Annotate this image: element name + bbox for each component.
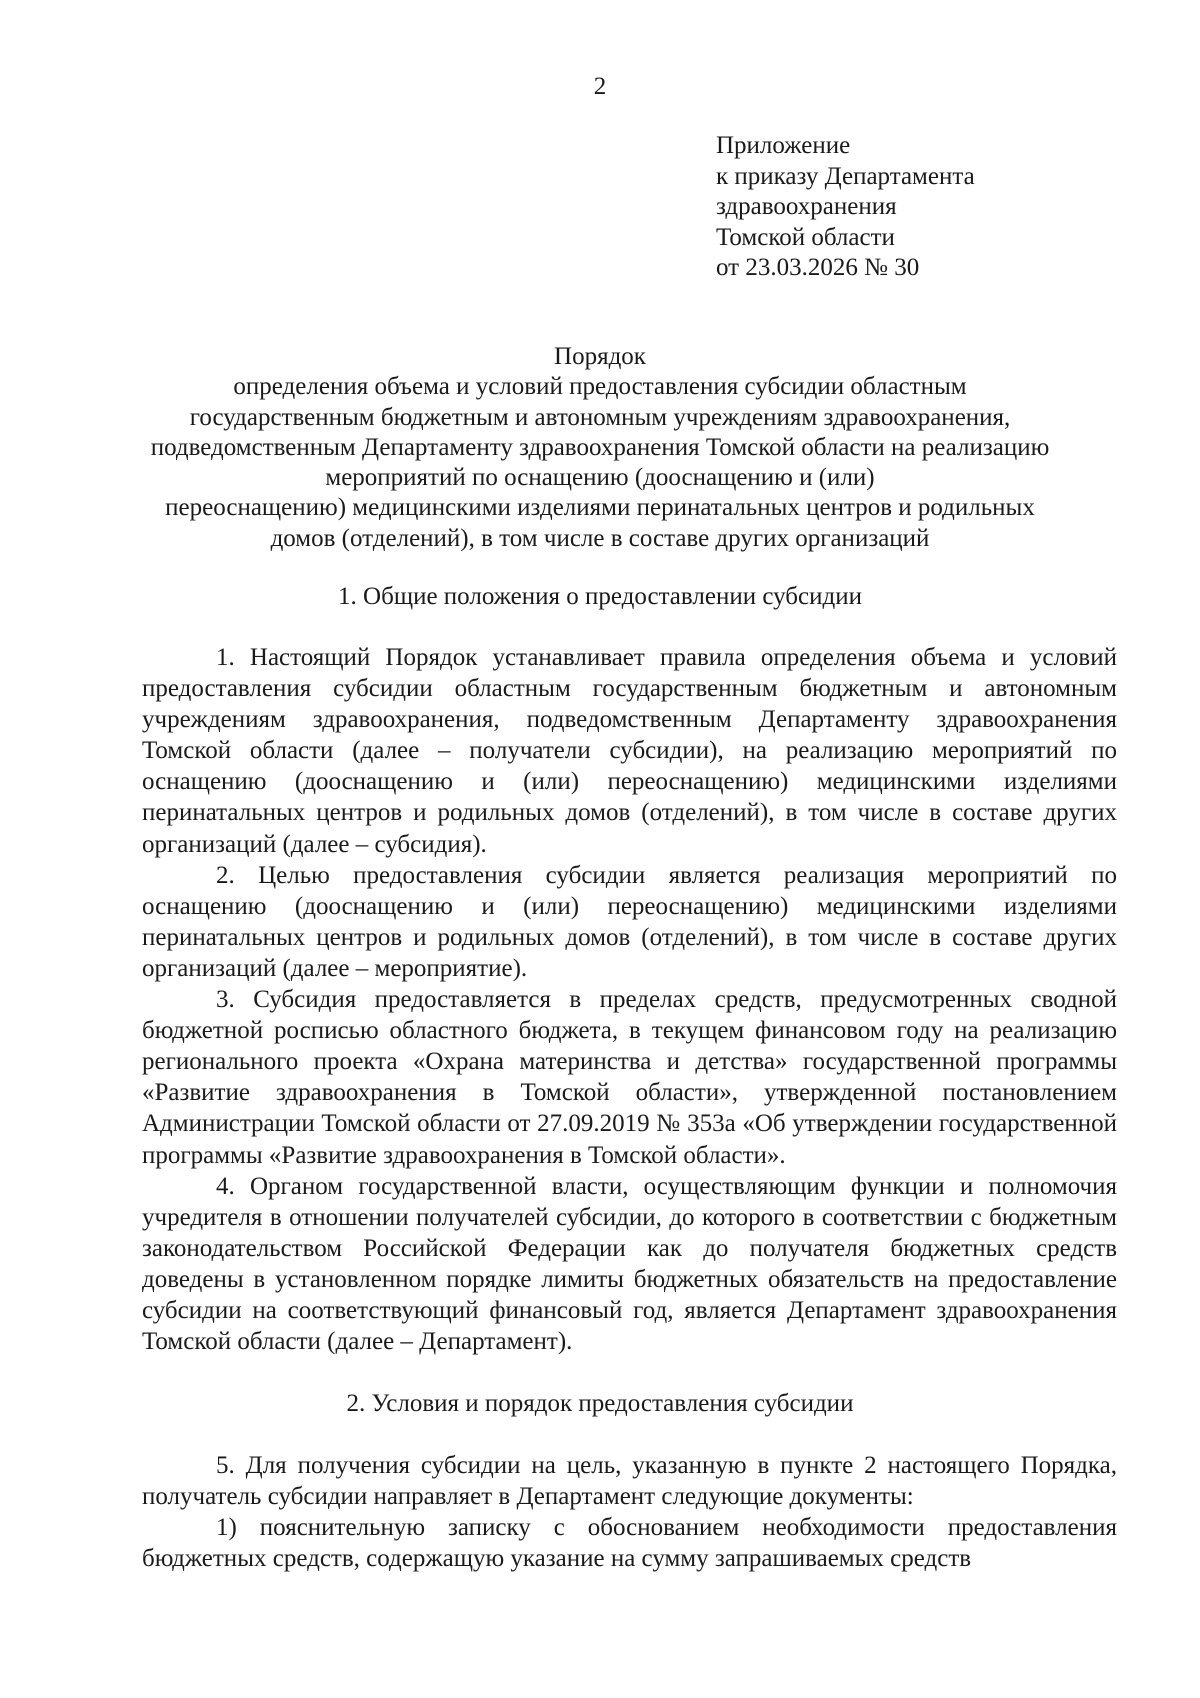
- paragraph-5-item-1: 1) пояснительную записку с обоснованием необходимости предоставления бюджетных средств, содержащую указание на сумму запрашиваемых средств: [142, 1514, 1117, 1573]
- paragraph-3: 3. Субсидия предоставляется в пределах средств, предусмотренных сводной бюджетной росписью областного бюджета, в текущем финансовом году на реализацию регионального проекта «Охрана материнства и детства» государственной программы «Развитие здравоохранения в Томской области», утвержденной постановлением Администрации Томской области от 27.09.2019 № 353а «Об утверждении государственной программы «Развитие здравоохранения в Томской области».: [142, 986, 1117, 1169]
- title-line: переоснащению) медицинскими изделиями перинатальных центров и родильных: [165, 494, 1035, 522]
- title-heading: Порядок: [554, 343, 646, 370]
- title-line: подведомственным Департаменту здравоохранения Томской области на реализацию: [150, 433, 1050, 461]
- section-1-body: [142, 642, 1117, 1357]
- page-number: 2: [593, 73, 607, 100]
- appendix-line: Томской области: [716, 223, 895, 251]
- section-2-body: [142, 1450, 1117, 1574]
- appendix-line: здравоохранения: [716, 193, 897, 220]
- title-line: государственным бюджетным и автономным учреждениям здравоохранения,: [189, 403, 1011, 431]
- title-line: мероприятий по оснащению (дооснащению и (или): [325, 464, 875, 492]
- section-2-heading: 2. Условия и порядок предоставления субсидии: [346, 1390, 854, 1417]
- title-line: домов (отделений), в том числе в составе других организаций: [270, 524, 930, 552]
- appendix-block: [716, 131, 1156, 284]
- paragraph-1: 1. Настоящий Порядок устанавливает правила определения объема и условий предоставления субсидии областным государственным бюджетным и автономным учреждениям здравоохранения, подведомственным Департаменту здравоохранения Томской области (далее – получатели субсидии), на реализацию мероприятий по оснащению (дооснащению и (или) переоснащению) медицинскими изделиями перинатальных центров и родильных домов (отделений), в том числе в составе других организаций (далее – субсидия).: [142, 644, 1117, 858]
- paragraph-4: 4. Органом государственной власти, осуществляющим функции и полномочия учредителя в отношении получателей субсидии, до которого в соответствии с бюджетным законодательством Российской Федерации как до получателя бюджетных средств доведены в установленном порядке лимиты бюджетных обязательств на предоставление субсидии на соответствующий финансовый год, является Департамент здравоохранения Томской области (далее – Департамент).: [142, 1172, 1117, 1356]
- paragraph-2: 2. Целью предоставления субсидии является реализация мероприятий по оснащению (дооснащению и (или) переоснащению) медицинскими изделиями перинатальных центров и родильных домов (отделений), в том числе в составе других организаций (далее – мероприятие).: [142, 861, 1117, 982]
- appendix-line: Приложение: [716, 132, 851, 159]
- paragraph-5: 5. Для получения субсидии на цель, указанную в пункте 2 настоящего Порядка, получатель субсидии направляет в Департамент следующие документы:: [142, 1452, 1117, 1511]
- title-line: определения объема и условий предоставления субсидии областным: [233, 373, 967, 401]
- appendix-line: к приказу Департамента: [716, 162, 975, 190]
- section-1-heading: 1. Общие положения о предоставлении субсидии: [338, 583, 862, 610]
- document-title: [120, 342, 1080, 554]
- appendix-date-number: от 23.03.2026 № 30: [716, 254, 920, 281]
